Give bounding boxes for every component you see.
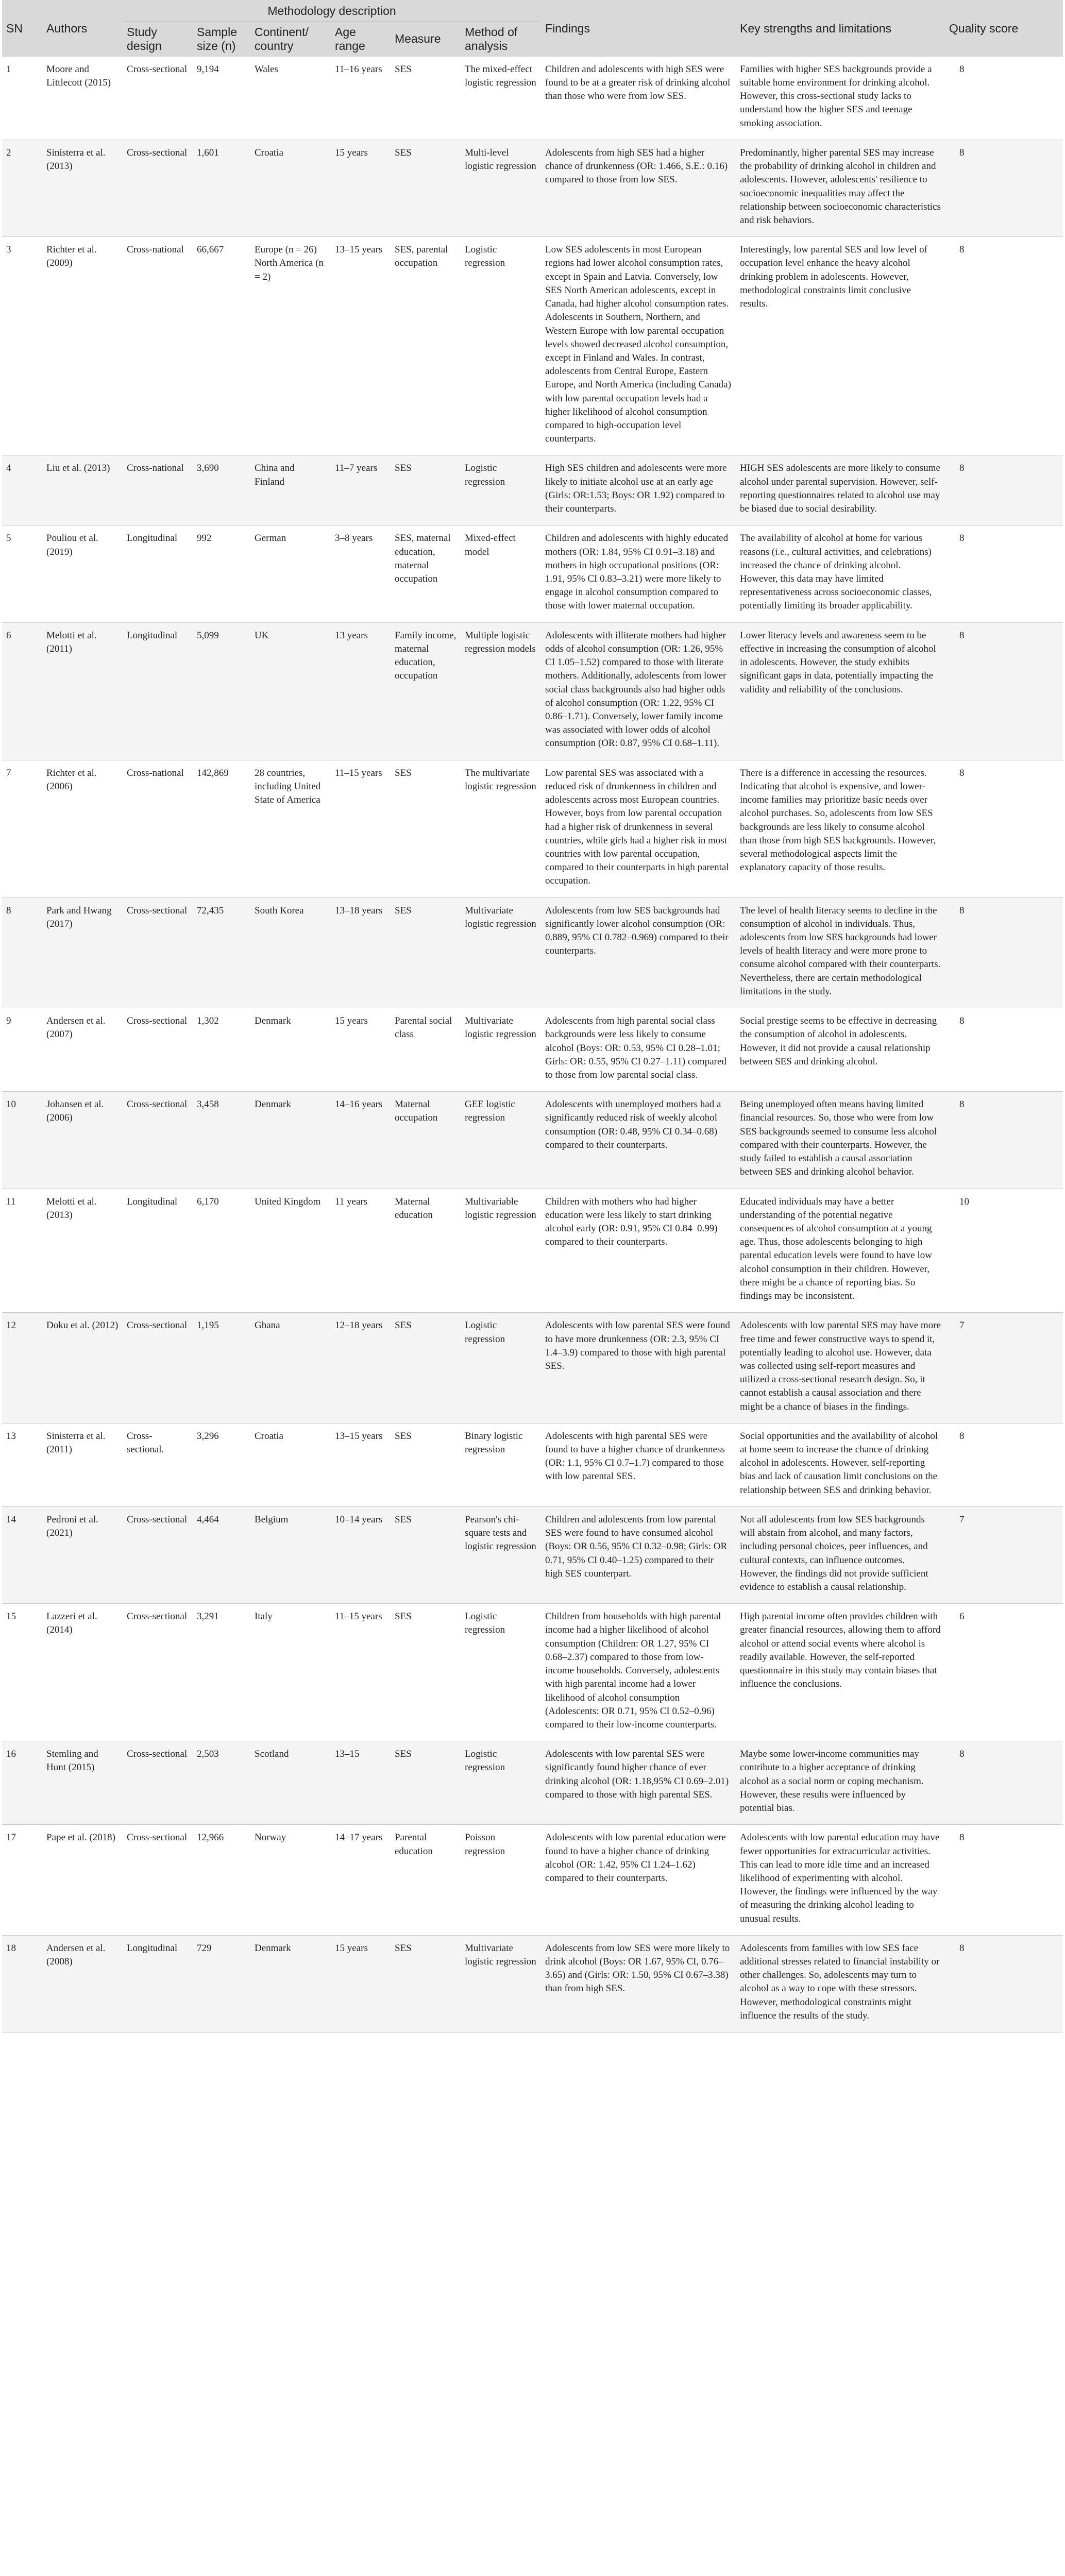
cell-study-design: Cross-sectional <box>123 1313 193 1423</box>
cell-age-range: 11–15 years <box>331 1604 391 1741</box>
cell-age-range: 15 years <box>331 140 391 236</box>
cell-method: Multivariate logistic regression <box>461 1008 541 1092</box>
cell-findings: Adolescents with high parental SES were found to have a higher chance of drunkenness (OR: 1.1, 95% CI 0.7–1.7) compared to those with low parental SES. <box>541 1423 736 1506</box>
cell-age-range: 13–15 <box>331 1741 391 1825</box>
cell-method: Logistic regression <box>461 237 541 455</box>
cell-continent: Croatia <box>250 1423 331 1506</box>
table-row <box>2 622 1063 760</box>
cell-method: Logistic regression <box>461 1741 541 1825</box>
cell-authors: Pouliou et al. (2019) <box>42 526 123 622</box>
cell-method: The multivariate logistic regression <box>461 760 541 897</box>
cell-continent: Europe (n = 26) North America (n = 2) <box>250 237 331 455</box>
cell-strengths: There is a difference in accessing the resources. Indicating that alcohol is expensive, and lower-income families may prioritize basic needs over alcohol purchases. So, adolescents from low SES backgrounds are less likely to consume alcohol than those from high SES backgrounds. However, several methodological aspects limit the explanatory capacity of those results. <box>736 760 945 897</box>
cell-study-design: Cross-sectional <box>123 1604 193 1741</box>
cell-strengths: Not all adolescents from low SES backgrounds will abstain from alcohol, and many factors, including personal choices, peer influences, and cultural contexts, can influence outcomes. However, the findings did not provide sufficient evidence to establish a causal relationship. <box>736 1506 945 1603</box>
cell-sample-size: 3,291 <box>193 1604 250 1741</box>
cell-quality-score: 8 <box>945 140 1063 236</box>
cell-method: Logistic regression <box>461 1604 541 1741</box>
cell-strengths: Predominantly, higher parental SES may increase the probability of drinking alcohol in children and adolescents. However, adolescents' resilience to socioeconomic inequalities may affect the relationship between socioeconomic characteristics and risk behaviors. <box>736 140 945 236</box>
cell-sn: 6 <box>2 622 42 760</box>
table-body <box>2 57 1063 2032</box>
cell-study-design: Cross-sectional <box>123 140 193 236</box>
cell-strengths: HIGH SES adolescents are more likely to consume alcohol under parental supervision. However, self-reporting questionnaires related to alcohol use may be biased due to social desirability. <box>736 455 945 526</box>
table-row <box>2 760 1063 897</box>
cell-sn: 7 <box>2 760 42 897</box>
cell-measure: Parental education <box>391 1825 461 1936</box>
table-row <box>2 1506 1063 1603</box>
cell-continent: United Kingdom <box>250 1189 331 1313</box>
cell-method: The mixed-effect logistic regression <box>461 57 541 140</box>
cell-measure: Maternal education <box>391 1189 461 1313</box>
header-study-design: Study design <box>123 22 193 57</box>
cell-strengths: Interestingly, low parental SES and low level of occupation level enhance the heavy alcohol drinking problem in adolescents. However, methodological constraints limit conclusive results. <box>736 237 945 455</box>
cell-sn: 18 <box>2 1935 42 2032</box>
cell-age-range: 15 years <box>331 1935 391 2032</box>
cell-sample-size: 72,435 <box>193 897 250 1008</box>
cell-continent: Norway <box>250 1825 331 1936</box>
cell-measure: SES <box>391 760 461 897</box>
cell-measure: SES <box>391 1604 461 1741</box>
cell-findings: Low parental SES was associated with a reduced risk of drunkenness in children and adolescents across most European countries. However, boys from low parental occupation had a higher risk of drunkenness in several countries, while girls had a higher risk in most countries with low parental occupation, compared to their counterparts in high parental occupation. <box>541 760 736 897</box>
cell-sample-size: 3,458 <box>193 1092 250 1189</box>
cell-study-design: Cross-sectional <box>123 1008 193 1092</box>
header-quality: Quality score <box>945 0 1063 57</box>
cell-age-range: 13 years <box>331 622 391 760</box>
cell-age-range: 10–14 years <box>331 1506 391 1603</box>
cell-authors: Melotti et al. (2013) <box>42 1189 123 1313</box>
cell-sn: 12 <box>2 1313 42 1423</box>
cell-authors: Sinisterra et al. (2013) <box>42 140 123 236</box>
cell-continent: Croatia <box>250 140 331 236</box>
cell-age-range: 15 years <box>331 1008 391 1092</box>
cell-quality-score: 7 <box>945 1506 1063 1603</box>
cell-continent: UK <box>250 622 331 760</box>
cell-quality-score: 8 <box>945 1825 1063 1936</box>
cell-method: Logistic regression <box>461 455 541 526</box>
cell-measure: SES <box>391 1423 461 1506</box>
cell-continent: 28 countries, including United State of America <box>250 760 331 897</box>
cell-study-design: Cross-sectional <box>123 1741 193 1825</box>
cell-sample-size: 4,464 <box>193 1506 250 1603</box>
cell-sn: 15 <box>2 1604 42 1741</box>
cell-measure: Maternal occupation <box>391 1092 461 1189</box>
cell-authors: Richter et al. (2006) <box>42 760 123 897</box>
cell-measure: SES <box>391 1935 461 2032</box>
cell-authors: Johansen et al. (2006) <box>42 1092 123 1189</box>
table-row <box>2 1189 1063 1313</box>
cell-study-design: Cross-sectional. <box>123 1423 193 1506</box>
cell-strengths: Social opportunities and the availability of alcohol at home seem to increase the chance of drinking alcohol in adolescents. However, self-reporting bias and lack of causation limit conclusions on the relationship between SES and drinking behavior. <box>736 1423 945 1506</box>
cell-method: Logistic regression <box>461 1313 541 1423</box>
table-row <box>2 1313 1063 1423</box>
cell-sn: 8 <box>2 897 42 1008</box>
cell-measure: SES <box>391 140 461 236</box>
cell-sn: 3 <box>2 237 42 455</box>
cell-authors: Park and Hwang (2017) <box>42 897 123 1008</box>
cell-study-design: Cross-national <box>123 455 193 526</box>
cell-method: Multivariate logistic regression <box>461 1935 541 2032</box>
table-row <box>2 1008 1063 1092</box>
cell-continent: Belgium <box>250 1506 331 1603</box>
cell-quality-score: 6 <box>945 1604 1063 1741</box>
cell-findings: Children and adolescents with high SES were found to be at a greater risk of drinking alcohol than those who were from low SES. <box>541 57 736 140</box>
cell-measure: SES <box>391 897 461 1008</box>
cell-sn: 16 <box>2 1741 42 1825</box>
cell-authors: Melotti et al. (2011) <box>42 622 123 760</box>
cell-strengths: The availability of alcohol at home for various reasons (i.e., cultural activities, and celebrations) increased the chance of drinking alcohol. However, this data may have limited representativeness across socioeconomic classes, potentially limiting its broader applicability. <box>736 526 945 622</box>
cell-strengths: Being unemployed often means having limited financial resources. So, those who were from low SES backgrounds seemed to consume less alcohol compared with their counterparts. However, the study failed to establish a causal association between SES and drinking alcohol behavior. <box>736 1092 945 1189</box>
cell-study-design: Cross-sectional <box>123 1092 193 1189</box>
cell-age-range: 11–15 years <box>331 760 391 897</box>
cell-strengths: Adolescents with low parental education may have fewer opportunities for extracurricular activities. This can lead to more idle time and an increased likelihood of experimenting with alcohol. However, the findings were influenced by the way of measuring the drinking alcohol leading to unusual results. <box>736 1825 945 1936</box>
cell-measure: SES <box>391 1506 461 1603</box>
cell-continent: Denmark <box>250 1092 331 1189</box>
cell-measure: SES, maternal education, maternal occupation <box>391 526 461 622</box>
cell-sn: 4 <box>2 455 42 526</box>
table-row <box>2 1423 1063 1506</box>
table-row <box>2 140 1063 236</box>
cell-sample-size: 1,302 <box>193 1008 250 1092</box>
cell-sn: 11 <box>2 1189 42 1313</box>
cell-sn: 9 <box>2 1008 42 1092</box>
cell-authors: Moore and Littlecott (2015) <box>42 57 123 140</box>
cell-findings: Adolescents with unemployed mothers had a significantly reduced risk of weekly alcohol consumption (OR: 0.48, 95% CI 0.34–0.68) compared to their counterparts. <box>541 1092 736 1189</box>
cell-sn: 13 <box>2 1423 42 1506</box>
cell-quality-score: 8 <box>945 1092 1063 1189</box>
cell-continent: South Korea <box>250 897 331 1008</box>
cell-age-range: 14–16 years <box>331 1092 391 1189</box>
cell-study-design: Cross-national <box>123 237 193 455</box>
cell-continent: Denmark <box>250 1935 331 2032</box>
studies-table <box>2 0 1063 2032</box>
cell-sample-size: 6,170 <box>193 1189 250 1313</box>
cell-strengths: Educated individuals may have a better understanding of the potential negative consequences of alcohol consumption at a young age. Thus, those adolescents belonging to high parental education levels were found to have low alcohol consumption in their children. However, there might be a chance of reporting bias. So findings may be inconsistent. <box>736 1189 945 1313</box>
cell-age-range: 12–18 years <box>331 1313 391 1423</box>
cell-sample-size: 2,503 <box>193 1741 250 1825</box>
cell-method: Poisson regression <box>461 1825 541 1936</box>
cell-findings: Adolescents with low parental SES were found to have more drunkenness (OR: 2.3, 95% CI 1.4–3.9) compared to those with high parental SES. <box>541 1313 736 1423</box>
cell-sample-size: 12,966 <box>193 1825 250 1936</box>
cell-continent: German <box>250 526 331 622</box>
cell-measure: SES <box>391 1741 461 1825</box>
cell-authors: Richter et al. (2009) <box>42 237 123 455</box>
cell-findings: Adolescents with low parental SES were significantly found higher chance of ever drinking alcohol (OR: 1.18,95% CI 0.69–2.01) compared to those with high parental SES. <box>541 1741 736 1825</box>
cell-authors: Doku et al. (2012) <box>42 1313 123 1423</box>
table-row <box>2 897 1063 1008</box>
cell-measure: Family income, maternal education, occupation <box>391 622 461 760</box>
cell-quality-score: 8 <box>945 897 1063 1008</box>
cell-findings: Adolescents with low parental education were found to have a higher chance of drinking alcohol (OR: 1.42, 95% CI 1.24–1.62) compared to their counterparts. <box>541 1825 736 1936</box>
table-row <box>2 237 1063 455</box>
table-row <box>2 1741 1063 1825</box>
cell-quality-score: 8 <box>945 1741 1063 1825</box>
cell-sample-size: 142,869 <box>193 760 250 897</box>
cell-sn: 5 <box>2 526 42 622</box>
cell-sample-size: 992 <box>193 526 250 622</box>
table-row <box>2 526 1063 622</box>
cell-findings: High SES children and adolescents were more likely to initiate alcohol use at an early age (Girls: OR:1.53; Boys: OR 1.92) compared to their counterparts. <box>541 455 736 526</box>
table-row <box>2 1825 1063 1936</box>
cell-age-range: 11–16 years <box>331 57 391 140</box>
cell-quality-score: 8 <box>945 760 1063 897</box>
cell-method: Multiple logistic regression models <box>461 622 541 760</box>
header-method: Method of analysis <box>461 22 541 57</box>
cell-sn: 17 <box>2 1825 42 1936</box>
cell-measure: SES <box>391 1313 461 1423</box>
cell-sample-size: 66,667 <box>193 237 250 455</box>
cell-quality-score: 8 <box>945 1008 1063 1092</box>
cell-continent: Denmark <box>250 1008 331 1092</box>
cell-quality-score: 8 <box>945 455 1063 526</box>
header-sn: SN <box>2 0 42 57</box>
header-strengths: Key strengths and limitations <box>736 0 945 57</box>
cell-study-design: Cross-national <box>123 760 193 897</box>
header-authors: Authors <box>42 0 123 57</box>
header-findings: Findings <box>541 0 736 57</box>
cell-method: Mixed-effect model <box>461 526 541 622</box>
table-row <box>2 1604 1063 1741</box>
cell-authors: Pape et al. (2018) <box>42 1825 123 1936</box>
cell-quality-score: 8 <box>945 1423 1063 1506</box>
cell-strengths: Lower literacy levels and awareness seem to be effective in increasing the consumption of alcohol in adolescents. However, the study exhibits significant gaps in data, potentially impacting the validity and reliability of the conclusions. <box>736 622 945 760</box>
cell-measure: SES <box>391 455 461 526</box>
cell-study-design: Cross-sectional <box>123 897 193 1008</box>
cell-quality-score: 8 <box>945 526 1063 622</box>
cell-strengths: Adolescents with low parental SES may have more free time and fewer constructive ways to spend it, potentially leading to alcohol use. However, data was collected using self-report measures and utilized a cross-sectional research design. So, it cannot establish a causal association and there might be a chance of biases in the findings. <box>736 1313 945 1423</box>
header-sample-size: Sample size (n) <box>193 22 250 57</box>
cell-authors: Andersen et al. (2008) <box>42 1935 123 2032</box>
cell-sample-size: 1,195 <box>193 1313 250 1423</box>
cell-strengths: The level of health literacy seems to decline in the consumption of alcohol in individuals. Thus, adolescents from low SES backgrounds had lower levels of health literacy and were more prone to consume alcohol compared with their counterparts. Nevertheless, there are certain methodological limitations in the study. <box>736 897 945 1008</box>
cell-measure: Parental social class <box>391 1008 461 1092</box>
cell-findings: Adolescents from low SES were more likely to drink alcohol (Boys: OR 1.67, 95% CI, 0.76–3.65) and (Girls: OR: 1.50, 95% CI 0.67–3.38) than from high SES. <box>541 1935 736 2032</box>
cell-continent: Scotland <box>250 1741 331 1825</box>
cell-age-range: 13–15 years <box>331 1423 391 1506</box>
cell-sample-size: 1,601 <box>193 140 250 236</box>
cell-authors: Liu et al. (2013) <box>42 455 123 526</box>
table-row <box>2 1092 1063 1189</box>
table-row <box>2 455 1063 526</box>
cell-findings: Children and adolescents with highly educated mothers (OR: 1.84, 95% CI 0.91–3.18) and mothers in high occupational positions (OR: 1.91, 95% CI 0.83–3.21) were more likely to engage in alcohol consumption compared to those with lower maternal occupation. <box>541 526 736 622</box>
cell-quality-score: 8 <box>945 57 1063 140</box>
cell-study-design: Longitudinal <box>123 1189 193 1313</box>
cell-study-design: Cross-sectional <box>123 1825 193 1936</box>
cell-study-design: Longitudinal <box>123 526 193 622</box>
cell-method: Multivariable logistic regression <box>461 1189 541 1313</box>
cell-sample-size: 3,296 <box>193 1423 250 1506</box>
cell-measure: SES, parental occupation <box>391 237 461 455</box>
cell-age-range: 11–7 years <box>331 455 391 526</box>
cell-strengths: High parental income often provides children with greater financial resources, allowing them to afford alcohol or attend social events where alcohol is readily available. However, the self-reported questionnaire in this study may contain biases that influence the conclusions. <box>736 1604 945 1741</box>
cell-findings: Low SES adolescents in most European regions had lower alcohol consumption rates, except in Spain and Latvia. Conversely, low SES North American adolescents, except in Canada, had higher alcohol consumption rates. Adolescents in Southern, Northern, and Western Europe with low parental occupation levels showed decreased alcohol consumption, except in Finland and Wales. In contrast, adolescents from Central Europe, Eastern Europe, and North America (including Canada) with low parental occupation levels had a higher likelihood of alcohol consumption compared to high-occupation level counterparts. <box>541 237 736 455</box>
cell-sn: 2 <box>2 140 42 236</box>
cell-sample-size: 729 <box>193 1935 250 2032</box>
cell-strengths: Adolescents from families with low SES face additional stresses related to financial instability or other challenges. So, adolescents may turn to alcohol as a way to cope with these stressors. However, methodological constraints might influence the results of the study. <box>736 1935 945 2032</box>
cell-continent: Ghana <box>250 1313 331 1423</box>
cell-findings: Adolescents from low SES backgrounds had significantly lower alcohol consumption (OR: 0.889, 95% CI 0.782–0.969) compared to their counterparts. <box>541 897 736 1008</box>
cell-measure: SES <box>391 57 461 140</box>
table-row <box>2 57 1063 140</box>
cell-age-range: 13–15 years <box>331 237 391 455</box>
cell-continent: Wales <box>250 57 331 140</box>
cell-authors: Andersen et al. (2007) <box>42 1008 123 1092</box>
cell-findings: Adolescents with illiterate mothers had higher odds of alcohol consumption (OR: 1.26, 95% CI 1.05–1.52) compared to those with literate mothers. Additionally, adolescents from lower social class backgrounds also had higher odds of alcohol consumption (OR: 1.22, 95% CI 0.86–1.71). Conversely, lower family income was associated with lower odds of alcohol consumption (OR: 0.87, 95% CI 0.68–1.11). <box>541 622 736 760</box>
cell-method: GEE logistic regression <box>461 1092 541 1189</box>
cell-authors: Pedroni et al. (2021) <box>42 1506 123 1603</box>
cell-method: Pearson's chi-square tests and logistic regression <box>461 1506 541 1603</box>
cell-findings: Children and adolescents from low parental SES were found to have consumed alcohol (Boys: OR 0.56, 95% CI 0.32–0.98; Girls: OR 0.71, 95% CI 0.40–1.25) compared to their high SES counterpart. <box>541 1506 736 1603</box>
cell-study-design: Longitudinal <box>123 1935 193 2032</box>
cell-authors: Lazzeri et al. (2014) <box>42 1604 123 1741</box>
cell-sn: 14 <box>2 1506 42 1603</box>
cell-quality-score: 8 <box>945 237 1063 455</box>
cell-method: Multi-level logistic regression <box>461 140 541 236</box>
cell-method: Multivariate logistic regression <box>461 897 541 1008</box>
cell-age-range: 3–8 years <box>331 526 391 622</box>
cell-sample-size: 5,099 <box>193 622 250 760</box>
cell-age-range: 11 years <box>331 1189 391 1313</box>
header-continent: Continent/ country <box>250 22 331 57</box>
header-age-range: Age range <box>331 22 391 57</box>
cell-sample-size: 3,690 <box>193 455 250 526</box>
cell-study-design: Cross-sectional <box>123 57 193 140</box>
header-measure: Measure <box>391 22 461 57</box>
cell-method: Binary logistic regression <box>461 1423 541 1506</box>
cell-study-design: Longitudinal <box>123 622 193 760</box>
cell-continent: Italy <box>250 1604 331 1741</box>
cell-study-design: Cross-sectional <box>123 1506 193 1603</box>
cell-continent: China and Finland <box>250 455 331 526</box>
cell-sn: 1 <box>2 57 42 140</box>
header-methodology-group: Methodology description <box>123 0 541 22</box>
cell-sample-size: 9,194 <box>193 57 250 140</box>
cell-findings: Adolescents from high parental social class backgrounds were less likely to consume alcohol (Boys: OR: 0.53, 95% CI 0.28–1.01; Girls: OR: 0.55, 95% CI 0.27–1.11) compared to those from low parental social class. <box>541 1008 736 1092</box>
cell-sn: 10 <box>2 1092 42 1189</box>
cell-strengths: Social prestige seems to be effective in decreasing the consumption of alcohol in adolescents. However, it did not provide a causal relationship between SES and drinking alcohol. <box>736 1008 945 1092</box>
cell-strengths: Maybe some lower-income communities may contribute to a higher acceptance of drinking alcohol as a social norm or coping mechanism. However, these results were influenced by potential bias. <box>736 1741 945 1825</box>
cell-strengths: Families with higher SES backgrounds provide a suitable home environment for drinking alcohol. However, this cross-sectional study lacks to understand how the higher SES and teenage smoking association. <box>736 57 945 140</box>
cell-findings: Adolescents from high SES had a higher chance of drunkenness (OR: 1.466, S.E.: 0.16) compared to those from low SES. <box>541 140 736 236</box>
cell-findings: Children from households with high parental income had a higher likelihood of alcohol consumption (Children: OR 1.27, 95% CI 0.68–2.37) compared to those from low-income households. Conversely, adolescents with high parental income had a lower likelihood of alcohol consumption (Adolescents: OR 0.71, 95% CI 0.52–0.96) compared to their low-income counterparts. <box>541 1604 736 1741</box>
cell-authors: Sinisterra et al. (2011) <box>42 1423 123 1506</box>
cell-quality-score: 8 <box>945 1935 1063 2032</box>
cell-age-range: 13–18 years <box>331 897 391 1008</box>
table-header <box>2 0 1063 57</box>
cell-quality-score: 7 <box>945 1313 1063 1423</box>
cell-quality-score: 8 <box>945 622 1063 760</box>
cell-age-range: 14–17 years <box>331 1825 391 1936</box>
cell-findings: Children with mothers who had higher education were less likely to start drinking alcohol early (OR: 0.91, 95% CI 0.84–0.99) compared to their counterparts. <box>541 1189 736 1313</box>
table-row <box>2 1935 1063 2032</box>
cell-authors: Stemling and Hunt (2015) <box>42 1741 123 1825</box>
cell-quality-score: 10 <box>945 1189 1063 1313</box>
